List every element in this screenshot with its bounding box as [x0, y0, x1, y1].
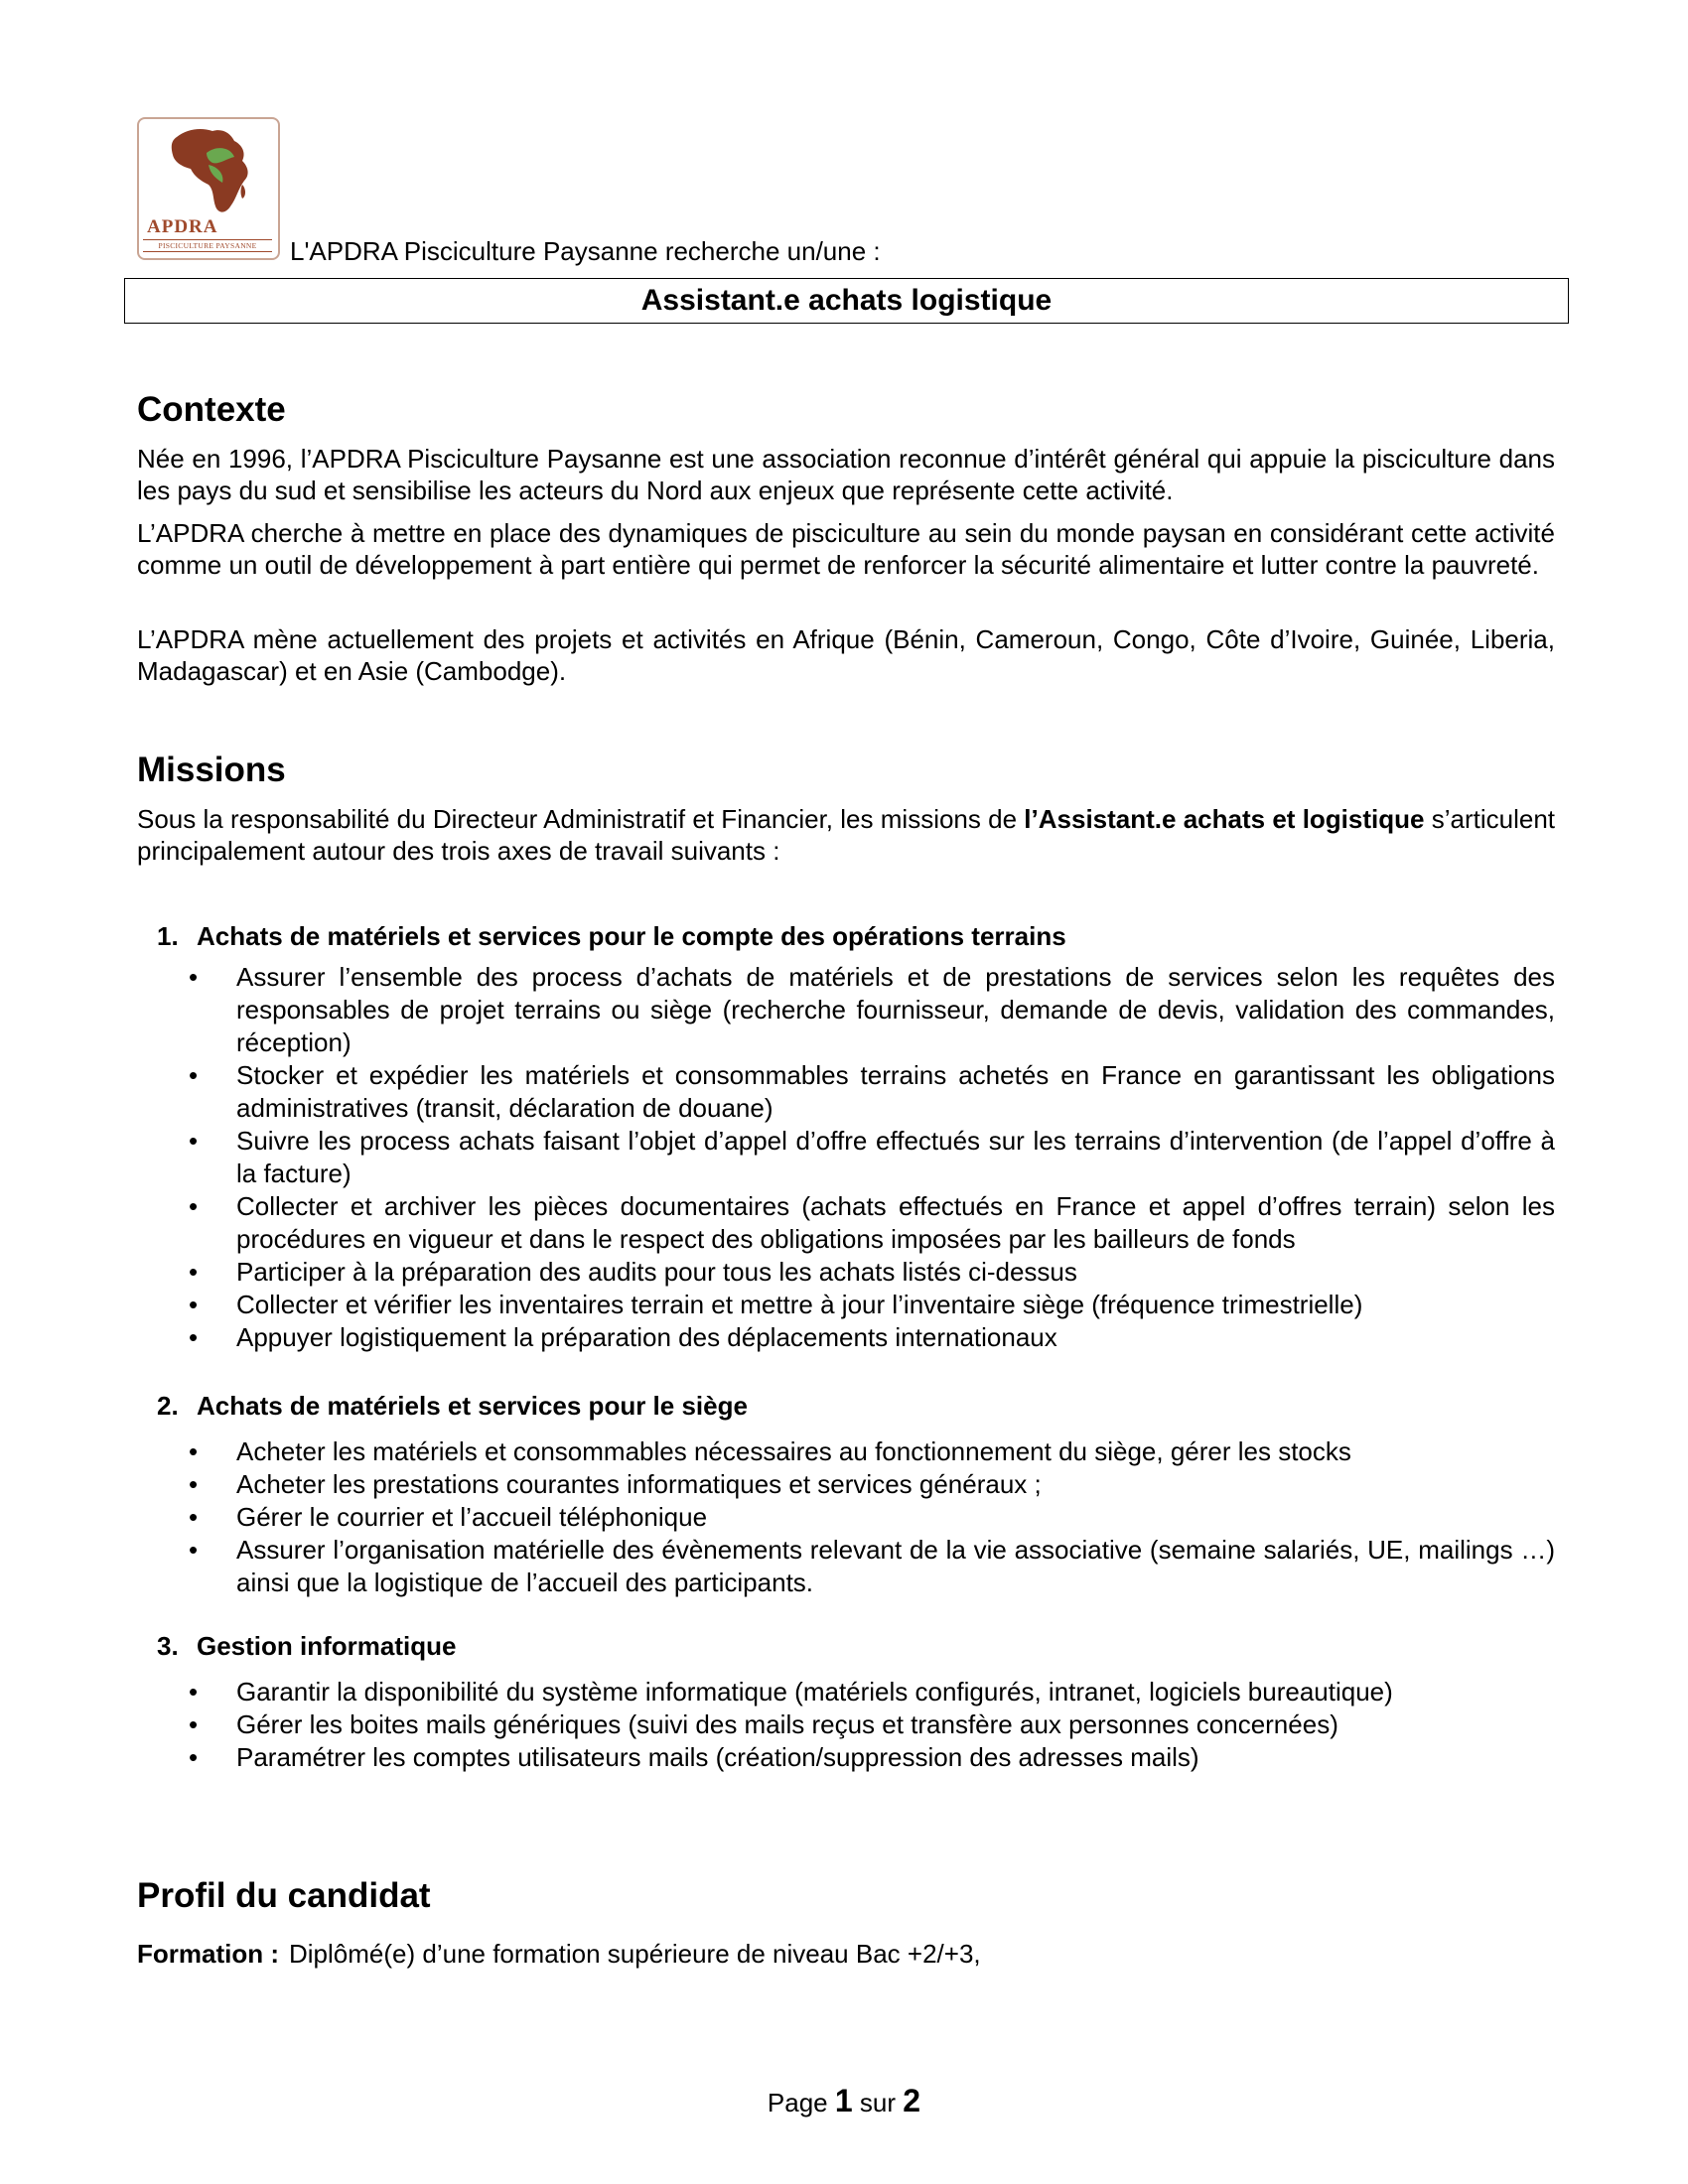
list-item [0, 961, 1555, 1059]
bullet-icon: • [189, 1191, 199, 1221]
list-item [0, 1708, 1555, 1741]
list-item-text: Participer à la préparation des audits pour tous les achats listés ci-dessus [236, 1257, 1077, 1287]
section-heading-contexte: Contexte [137, 390, 286, 429]
page-footer [0, 2083, 1688, 2119]
footer-page-word: Page [767, 2088, 828, 2117]
footer-page-number: 1 [834, 2083, 853, 2118]
axis-heading-3 [157, 1631, 456, 1662]
bullet-icon: • [189, 1677, 199, 1706]
bullet-icon: • [189, 1126, 199, 1156]
axis-number: 3. [157, 1631, 179, 1661]
axis-1-list [0, 961, 1555, 1354]
list-item [0, 1289, 1555, 1321]
list-item-text: Gérer les boites mails génériques (suivi des mails reçus et transfère aux personnes concernées) [236, 1709, 1338, 1739]
list-item [0, 1125, 1555, 1190]
bullet-icon: • [189, 1535, 199, 1565]
bullet-icon: • [189, 1742, 199, 1772]
job-title: Assistant.e achats logistique [640, 284, 1053, 317]
axis-3-list [0, 1676, 1555, 1774]
bullet-icon: • [189, 1709, 199, 1739]
axis-2-list [0, 1435, 1555, 1599]
axis-title: Achats de matériels et services pour le compte des opérations terrains [197, 921, 1066, 951]
list-item-text: Paramétrer les comptes utilisateurs mails (création/suppression des adresses mails) [236, 1742, 1199, 1772]
axis-title: Gestion informatique [197, 1631, 457, 1661]
list-item [0, 1059, 1555, 1125]
list-item [0, 1741, 1555, 1774]
list-item-text: Acheter les matériels et consommables nécessaires au fonctionnement du siège, gérer les stocks [236, 1436, 1351, 1466]
list-item-text: Collecter et archiver les pièces documentaires (achats effectués en France et appel d’offres terrain) selon les procédures en vigueur et dans le respect des obligations imposées par les bailleurs de fonds [236, 1191, 1555, 1254]
contexte-paragraph-2: L’APDRA cherche à mettre en place des dynamiques de pisciculture au sein du monde paysan en considérant cette activité comme un outil de développement à part entière qui permet de renforcer la sécurité alimentaire et lutter contre la pauvreté. [137, 518, 1555, 580]
section-heading-missions: Missions [137, 751, 286, 789]
list-item-text: Acheter les prestations courantes informatiques et services généraux ; [236, 1469, 1042, 1499]
contexte-paragraph-3: L’APDRA mène actuellement des projets et activités en Afrique (Bénin, Cameroun, Congo, Côte d’Ivoire, Guinée, Liberia, Madagascar) et en Asie (Cambodge). [137, 624, 1555, 686]
list-item [0, 1190, 1555, 1256]
list-item [0, 1501, 1555, 1534]
list-item-text: Collecter et vérifier les inventaires terrain et mettre à jour l’inventaire siège (fréquence trimestrielle) [236, 1290, 1363, 1319]
list-item [0, 1676, 1555, 1708]
contexte-paragraph-1: Née en 1996, l’APDRA Pisciculture Paysanne est une association reconnue d’intérêt général qui appuie la pisciculture dans les pays du sud et sensibilise les acteurs du Nord aux enjeux que représente cette activité. [137, 444, 1555, 505]
logo-tagline: PISCICULTURE PAYSANNE [143, 239, 272, 252]
bullet-icon: • [189, 962, 199, 992]
intro-line: L'APDRA Pisciculture Paysanne recherche un/une : [290, 236, 881, 266]
axis-number: 1. [157, 921, 179, 951]
logo-wordmark: APDRA [147, 216, 218, 237]
axis-number: 2. [157, 1391, 179, 1421]
list-item-text: Assurer l’ensemble des process d’achats de matériels et de prestations de services selon les requêtes des responsables de projet terrains ou siège (recherche fournisseur, demande de devis, validation des commandes, réception) [236, 962, 1555, 1057]
bullet-icon: • [189, 1290, 199, 1319]
axis-title: Achats de matériels et services pour le siège [197, 1391, 748, 1421]
bullet-icon: • [189, 1469, 199, 1499]
footer-sur-word: sur [859, 2088, 897, 2117]
list-item [0, 1468, 1555, 1501]
list-item [0, 1435, 1555, 1468]
missions-intro [137, 803, 1555, 867]
list-item-text: Stocker et expédier les matériels et consommables terrains achetés en France en garantissant les obligations administratives (transit, déclaration de douane) [236, 1060, 1555, 1123]
list-item-text: Suivre les process achats faisant l’objet d’appel d’offre effectués sur les terrains d’intervention (de l’appel d’offre à la facture) [236, 1126, 1555, 1188]
list-item-text: Garantir la disponibilité du système informatique (matériels configurés, intranet, logiciels bureautique) [236, 1677, 1393, 1706]
bullet-icon: • [189, 1060, 199, 1090]
formation-line [137, 1939, 981, 1970]
formation-label: Formation : [137, 1939, 279, 1969]
missions-intro-start: Sous la responsabilité du Directeur Administratif et Financier, les missions de [137, 804, 1025, 834]
footer-page-total: 2 [903, 2083, 921, 2118]
list-item [0, 1534, 1555, 1599]
bullet-icon: • [189, 1322, 199, 1352]
bullet-icon: • [189, 1502, 199, 1532]
missions-intro-end: s’articulent principalement autour des trois axes de travail suivants : [137, 804, 1556, 866]
axis-heading-1 [157, 921, 1066, 952]
bullet-icon: • [189, 1436, 199, 1466]
axis-heading-2 [157, 1391, 748, 1422]
list-item [0, 1256, 1555, 1289]
bullet-icon: • [189, 1257, 199, 1287]
list-item-text: Gérer le courrier et l’accueil téléphonique [236, 1502, 708, 1532]
apdra-logo [137, 117, 280, 260]
formation-value: Diplômé(e) d’une formation supérieure de niveau Bac +2/+3, [289, 1939, 981, 1969]
africa-map-icon [139, 119, 278, 218]
list-item-text: Appuyer logistiquement la préparation des déplacements internationaux [236, 1322, 1057, 1352]
job-title-box [124, 278, 1569, 324]
list-item-text: Assurer l’organisation matérielle des évènements relevant de la vie associative (semaine salariés, UE, mailings …) ainsi que la logistique de l’accueil des participants. [236, 1535, 1555, 1597]
list-item [0, 1321, 1555, 1354]
missions-intro-role: l’Assistant.e achats et logistique [1024, 804, 1425, 834]
section-heading-profil: Profil du candidat [137, 1876, 431, 1915]
